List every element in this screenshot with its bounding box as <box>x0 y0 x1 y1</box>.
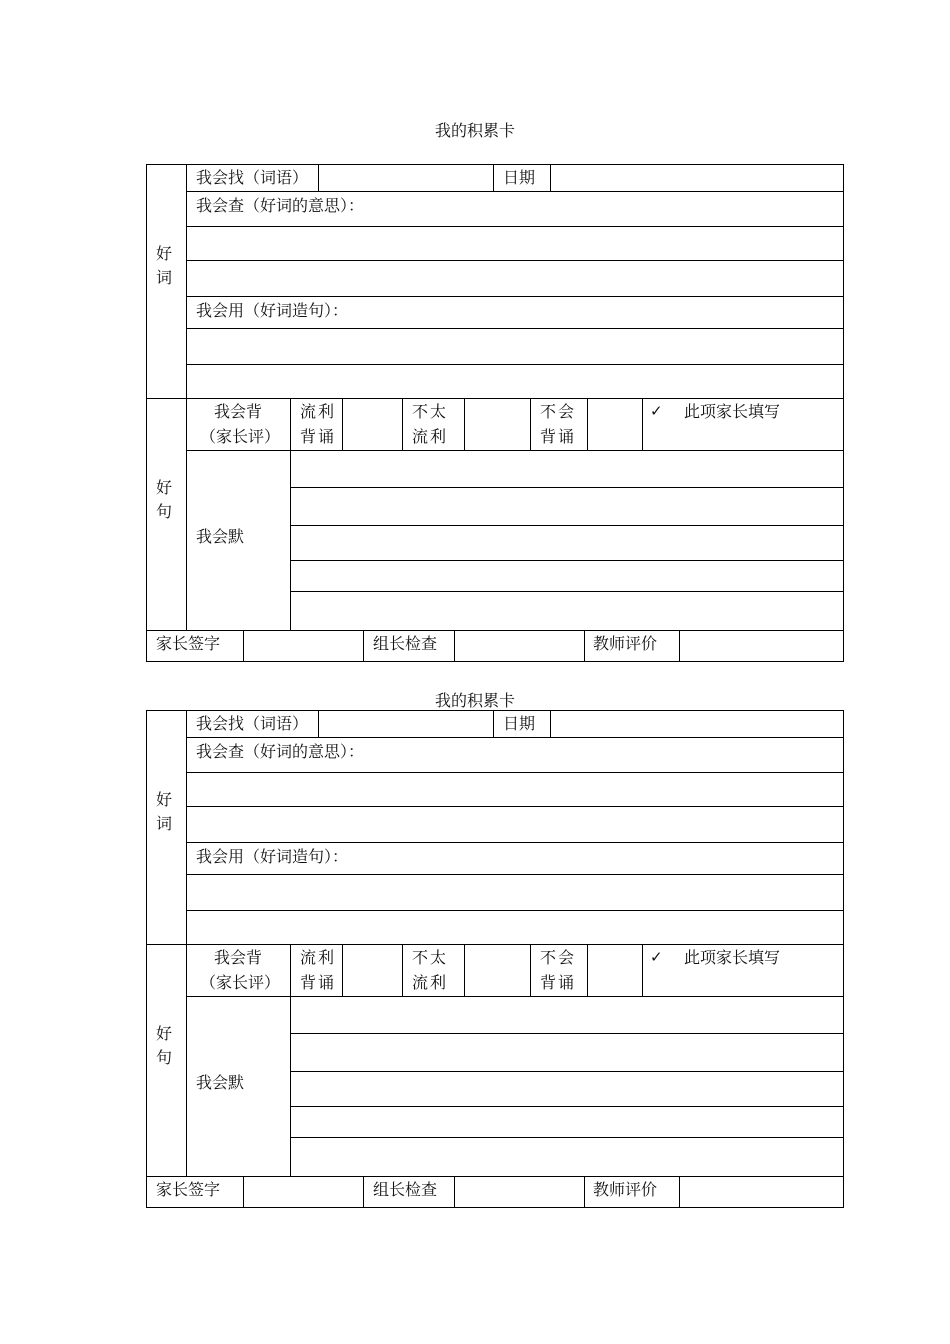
row-line <box>290 1071 844 1072</box>
fluent-recite-label-2: 背诵 <box>300 973 337 992</box>
cell-divider <box>464 398 465 450</box>
teacher-eval-label: 教师评价 <box>593 1180 658 1199</box>
cell-divider <box>243 630 244 662</box>
not-very-fluent-label: 不太 <box>412 402 449 421</box>
cell-divider <box>550 164 551 191</box>
not-very-fluent-label: 不太 <box>412 948 449 967</box>
card-title: 我的积累卡 <box>434 121 515 140</box>
recite-parent-eval: （家长评） <box>200 427 281 446</box>
row-line <box>186 996 844 997</box>
cell-divider <box>587 398 588 450</box>
find-words-label: 我会找（词语） <box>196 714 309 733</box>
cell-divider <box>402 398 403 450</box>
words-side-label-1: 好 <box>155 790 172 809</box>
sentences-side-label-2: 句 <box>155 502 172 521</box>
check-icon: ✓ <box>650 402 663 420</box>
cell-divider <box>363 1176 364 1208</box>
cell-divider <box>290 944 291 1176</box>
footer-divider <box>146 630 844 631</box>
cell-divider <box>679 630 680 662</box>
row-line <box>186 260 844 261</box>
cell-divider <box>642 398 643 450</box>
row-line <box>186 910 844 911</box>
cell-divider <box>642 944 643 996</box>
cell-divider <box>318 164 319 191</box>
cell-divider <box>243 1176 244 1208</box>
find-words-label: 我会找（词语） <box>196 168 309 187</box>
row-line <box>186 842 844 843</box>
row-line <box>290 1137 844 1138</box>
cannot-recite-label: 不会 <box>540 948 577 967</box>
cell-divider <box>363 630 364 662</box>
lookup-meaning-label: 我会查（好词的意思）： <box>196 742 365 761</box>
row-line <box>290 1106 844 1107</box>
cell-divider <box>530 944 531 996</box>
cell-divider <box>342 398 343 450</box>
row-line <box>186 874 844 875</box>
not-very-fluent-label-2: 流利 <box>412 427 449 446</box>
cell-divider <box>402 944 403 996</box>
teacher-eval-label: 教师评价 <box>593 634 658 653</box>
sentences-side-label-1: 好 <box>155 1024 172 1043</box>
cell-divider <box>587 944 588 996</box>
row-line <box>290 1033 844 1034</box>
use-sentence-label: 我会用（好词造句）： <box>196 301 349 320</box>
row-line <box>186 450 844 451</box>
words-side-label-2: 词 <box>155 268 172 287</box>
row-line <box>186 191 844 192</box>
cell-divider <box>290 398 291 630</box>
cell-divider <box>493 710 494 737</box>
row-line <box>290 525 844 526</box>
fluent-recite-label-2: 背诵 <box>300 427 337 446</box>
cell-divider <box>318 710 319 737</box>
cell-divider <box>550 710 551 737</box>
row-line <box>186 296 844 297</box>
row-line <box>186 806 844 807</box>
check-icon: ✓ <box>650 948 663 966</box>
row-line <box>186 328 844 329</box>
lookup-meaning-label: 我会查（好词的意思）： <box>196 196 365 215</box>
row-line <box>290 560 844 561</box>
row-line <box>290 487 844 488</box>
cell-divider <box>584 1176 585 1208</box>
row-line <box>186 226 844 227</box>
row-line <box>290 591 844 592</box>
recite-label: 我会背 <box>214 948 263 967</box>
words-side-label-2: 词 <box>155 814 172 833</box>
date-label: 日期 <box>503 714 536 733</box>
parent-sign-label: 家长签字 <box>156 634 221 653</box>
dictate-label: 我会默 <box>196 527 245 546</box>
section-divider <box>146 944 844 945</box>
side-column-divider <box>186 710 187 1176</box>
fluent-recite-label: 流利 <box>300 402 337 421</box>
row-line <box>186 772 844 773</box>
fluent-recite-label: 流利 <box>300 948 337 967</box>
recite-parent-eval: （家长评） <box>200 973 281 992</box>
not-very-fluent-label-2: 流利 <box>412 973 449 992</box>
accumulation-card <box>146 710 844 1208</box>
card-title: 我的积累卡 <box>434 691 515 710</box>
cell-divider <box>342 944 343 996</box>
parent-fill-note: 此项家长填写 <box>684 402 781 421</box>
words-side-label-1: 好 <box>155 244 172 263</box>
cannot-recite-label: 不会 <box>540 402 577 421</box>
leader-check-label: 组长检查 <box>373 634 438 653</box>
row-line <box>186 737 844 738</box>
cannot-recite-label-2: 背诵 <box>540 427 577 446</box>
cell-divider <box>584 630 585 662</box>
cannot-recite-label-2: 背诵 <box>540 973 577 992</box>
cell-divider <box>679 1176 680 1208</box>
cell-divider <box>493 164 494 191</box>
section-divider <box>146 398 844 399</box>
cell-divider <box>454 1176 455 1208</box>
side-column-divider <box>186 164 187 630</box>
use-sentence-label: 我会用（好词造句）： <box>196 847 349 866</box>
footer-divider <box>146 1176 844 1177</box>
leader-check-label: 组长检查 <box>373 1180 438 1199</box>
parent-fill-note: 此项家长填写 <box>684 948 781 967</box>
row-line <box>186 364 844 365</box>
sentences-side-label-1: 好 <box>155 478 172 497</box>
cell-divider <box>454 630 455 662</box>
date-label: 日期 <box>503 168 536 187</box>
dictate-label: 我会默 <box>196 1073 245 1092</box>
sentences-side-label-2: 句 <box>155 1048 172 1067</box>
accumulation-card <box>146 164 844 662</box>
cell-divider <box>464 944 465 996</box>
recite-label: 我会背 <box>214 402 263 421</box>
cell-divider <box>530 398 531 450</box>
parent-sign-label: 家长签字 <box>156 1180 221 1199</box>
